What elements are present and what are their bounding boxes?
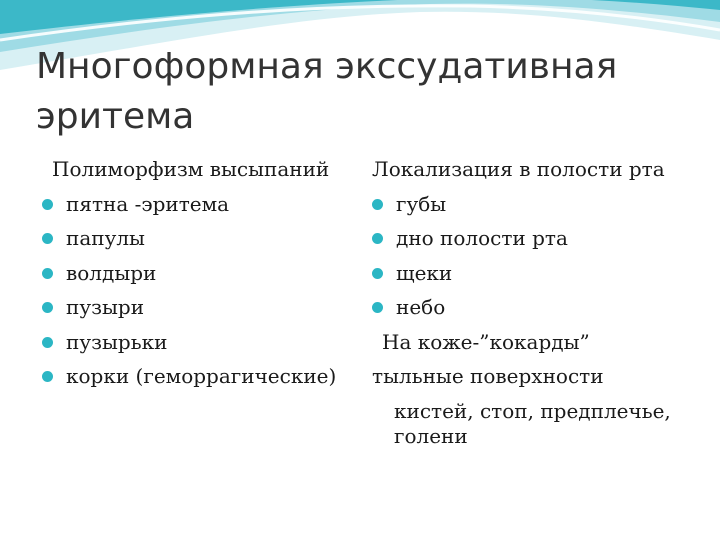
bullet-icon (372, 233, 383, 244)
list-item (372, 290, 702, 325)
right-bullet-list (372, 187, 702, 325)
list-item-label: пузыри (66, 295, 145, 319)
bullet-icon (42, 371, 53, 382)
bullet-icon (42, 268, 53, 279)
skin-locations-line2: кистей, стоп, предплечье, голени (394, 398, 671, 448)
bullet-icon (42, 337, 53, 348)
bullet-icon (372, 302, 383, 313)
bullet-icon (372, 199, 383, 210)
list-item (42, 256, 362, 291)
bullet-icon (42, 302, 53, 313)
list-item-label: пузырьки (66, 329, 168, 354)
list-item (372, 256, 702, 291)
list-item-label: щеки (396, 260, 453, 285)
list-item (372, 221, 702, 256)
list-item-label: волдыри (66, 260, 157, 285)
left-column-header: Полиморфизм высыпаний (52, 157, 330, 181)
list-item-label: губы (396, 191, 447, 216)
list-item (372, 187, 702, 222)
bullet-icon (42, 199, 53, 210)
list-item-label: небо (396, 295, 446, 319)
left-column (42, 152, 362, 394)
skin-locations-line1: тыльные поверхности (372, 364, 604, 388)
bullet-icon (42, 233, 53, 244)
list-item (42, 187, 362, 222)
list-item-label: папулы (66, 226, 145, 250)
bullet-icon (372, 268, 383, 279)
list-item-label: дно полости рта (396, 226, 568, 250)
right-column-header: Локализация в полости рта (372, 157, 665, 181)
list-item-label: пятна -эритема (66, 191, 230, 216)
list-item (42, 325, 362, 360)
list-item (42, 290, 362, 325)
right-column (372, 152, 702, 449)
list-item (42, 221, 362, 256)
left-bullet-list (42, 187, 362, 394)
list-item-label: корки (геморрагические) (66, 364, 337, 388)
skin-note: На коже-”кокарды” (382, 329, 590, 354)
list-item (42, 359, 362, 394)
slide-title: Многоформная экссудативная эритема (36, 46, 618, 137)
